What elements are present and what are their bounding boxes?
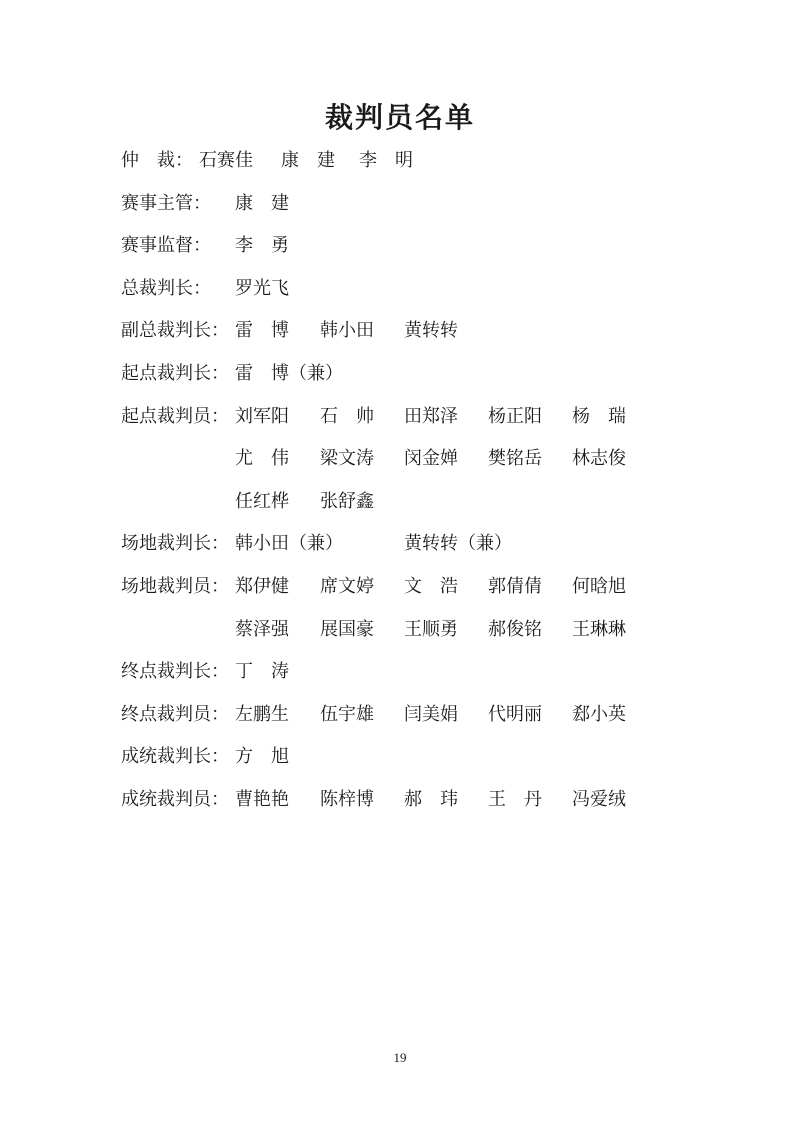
role-label: 起点裁判员： bbox=[121, 405, 229, 427]
referee-row bbox=[121, 276, 681, 319]
referee-name: 李 勇 bbox=[235, 235, 289, 257]
referee-row bbox=[121, 148, 681, 191]
referee-name: 文 浩 bbox=[404, 575, 458, 597]
referee-row bbox=[121, 489, 681, 532]
referee-name: 郭倩倩 bbox=[488, 575, 542, 597]
referee-name: 郝俊铭 bbox=[488, 618, 542, 640]
page-title: 裁判员名单 bbox=[324, 101, 475, 134]
referee-row bbox=[121, 191, 681, 234]
referee-name: 杨正阳 bbox=[488, 405, 542, 427]
referee-name: 闵金婵 bbox=[404, 448, 458, 470]
referee-name: 杨 瑞 bbox=[572, 405, 626, 427]
referee-name: 方 旭 bbox=[235, 746, 289, 768]
referee-row bbox=[121, 318, 681, 361]
referee-name: 李 明 bbox=[359, 150, 413, 171]
referee-name: 展国豪 bbox=[320, 618, 374, 640]
referee-name: 丁 涛 bbox=[235, 661, 289, 683]
referee-name: 刘军阳 bbox=[235, 405, 289, 427]
referee-name: 王顺勇 bbox=[404, 618, 458, 640]
referee-name: 田郑泽 bbox=[404, 405, 458, 427]
referee-row bbox=[121, 617, 681, 660]
referee-name: 林志俊 bbox=[572, 448, 626, 470]
referee-row bbox=[121, 702, 681, 745]
referee-name: 郑伊健 bbox=[235, 575, 289, 597]
role-label: 赛事监督： bbox=[121, 235, 211, 257]
referee-name: 曹艳艳 bbox=[235, 788, 289, 810]
referee-row bbox=[121, 233, 681, 276]
referee-name: 陈梓博 bbox=[320, 788, 374, 810]
referee-name: 韩小田（兼） bbox=[235, 533, 343, 555]
role-label: 仲 裁： bbox=[121, 150, 193, 171]
referee-name: 樊铭岳 bbox=[488, 448, 542, 470]
referee-name: 张舒鑫 bbox=[320, 490, 374, 512]
role-label: 副总裁判长： bbox=[121, 320, 229, 342]
referee-row bbox=[121, 404, 681, 447]
referee-name: 蔡泽强 bbox=[235, 618, 289, 640]
referee-name: 雷 博 bbox=[235, 320, 289, 342]
role-label: 终点裁判员： bbox=[121, 703, 229, 725]
referee-name: 石 帅 bbox=[320, 405, 374, 427]
referee-name: 席文婷 bbox=[320, 575, 374, 597]
referee-name: 王 丹 bbox=[488, 788, 542, 810]
referee-name: 代明丽 bbox=[488, 703, 542, 725]
role-label: 赛事主管： bbox=[121, 192, 211, 214]
referee-name: 雷 博（兼） bbox=[235, 362, 343, 384]
referee-row bbox=[121, 531, 681, 574]
role-label: 总裁判长： bbox=[121, 277, 211, 299]
referee-name: 郝 玮 bbox=[404, 788, 458, 810]
referee-name: 康 建 bbox=[235, 192, 289, 214]
referee-row bbox=[121, 446, 681, 489]
role-label: 起点裁判长： bbox=[121, 362, 229, 384]
referee-name: 左鹏生 bbox=[235, 703, 289, 725]
referee-name: 梁文涛 bbox=[320, 448, 374, 470]
referee-row bbox=[121, 744, 681, 787]
referee-name: 康 建 bbox=[281, 150, 335, 171]
referee-name: 郄小英 bbox=[572, 703, 626, 725]
referee-name: 韩小田 bbox=[320, 320, 374, 342]
referee-list bbox=[121, 148, 681, 830]
referee-name: 何晗旭 bbox=[572, 575, 626, 597]
referee-row bbox=[121, 787, 681, 830]
role-label: 成统裁判员： bbox=[121, 788, 229, 810]
referee-row bbox=[121, 361, 681, 404]
referee-name: 尤 伟 bbox=[235, 448, 289, 470]
role-label: 场地裁判员： bbox=[121, 575, 229, 597]
role-label: 成统裁判长： bbox=[121, 746, 229, 768]
referee-row bbox=[121, 659, 681, 702]
role-label: 终点裁判长： bbox=[121, 661, 229, 683]
referee-row bbox=[121, 574, 681, 617]
referee-name: 石赛佳 bbox=[199, 150, 253, 171]
page-number: 19 bbox=[393, 1050, 407, 1065]
referee-name: 伍宇雄 bbox=[320, 703, 374, 725]
referee-name: 罗光飞 bbox=[235, 277, 289, 299]
referee-name: 黄转转 bbox=[404, 320, 458, 342]
referee-name: 王琳琳 bbox=[572, 618, 626, 640]
referee-name: 冯爱绒 bbox=[572, 788, 626, 810]
referee-name: 任红桦 bbox=[235, 490, 289, 512]
referee-name: 闫美娟 bbox=[404, 703, 458, 725]
referee-name: 黄转转（兼） bbox=[404, 533, 512, 555]
role-label: 场地裁判长： bbox=[121, 533, 229, 555]
